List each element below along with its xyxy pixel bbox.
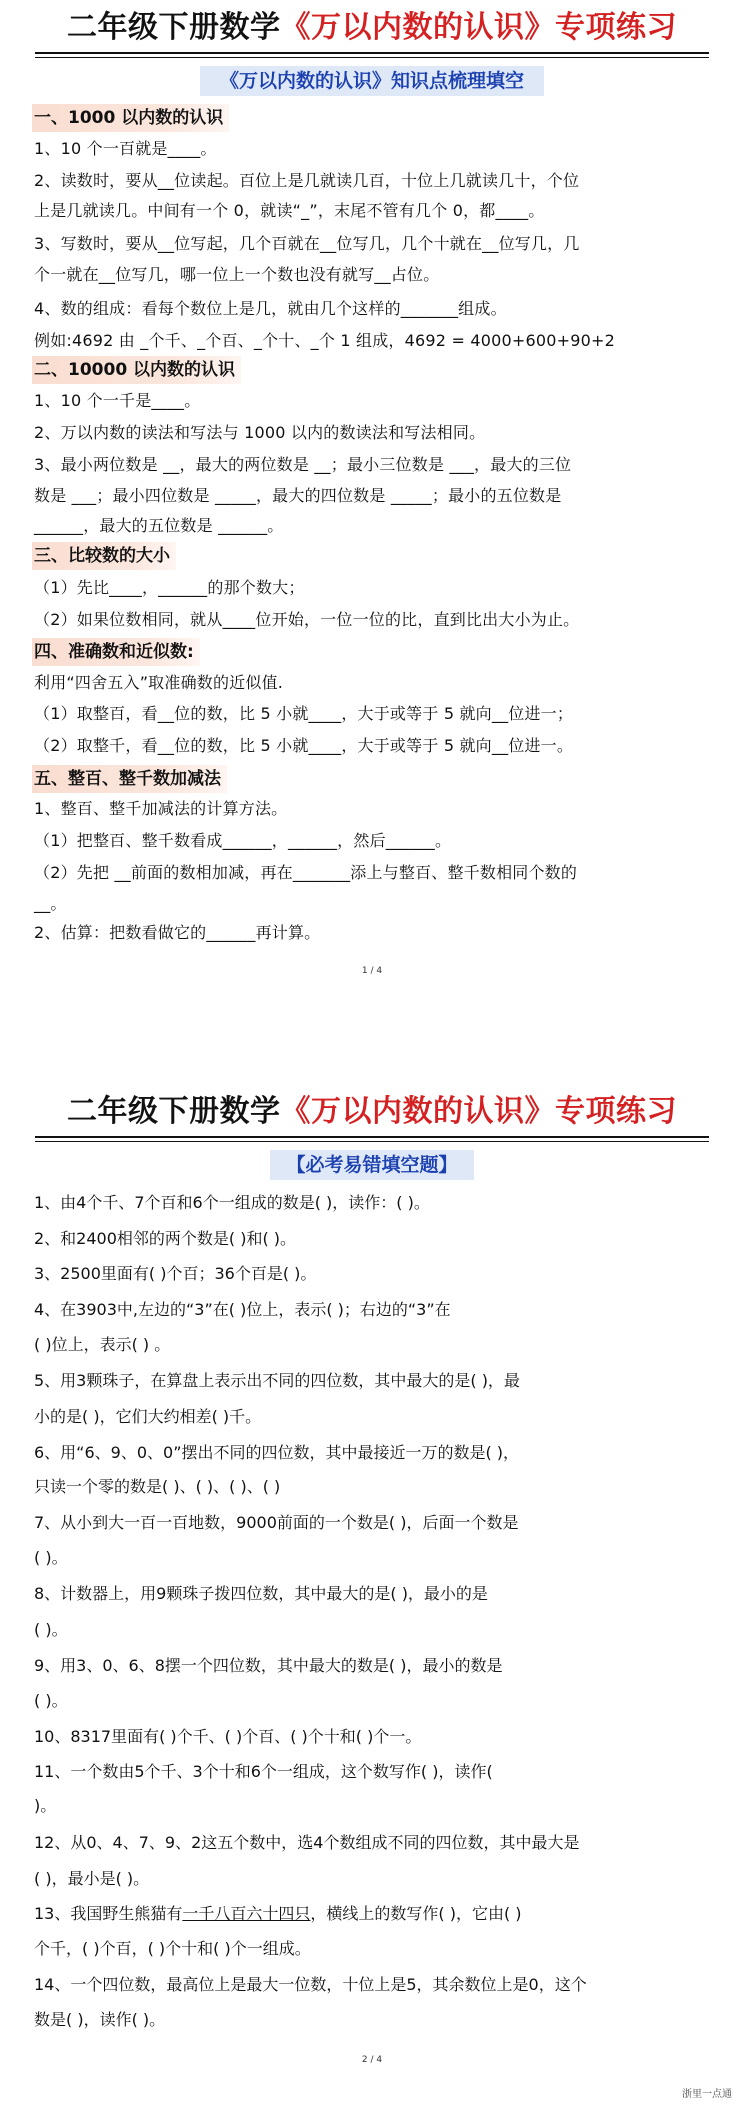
text-line: （1）取整百，看__位的数，比 5 小就____，大于或等于 5 就向__位进一； [34, 704, 574, 723]
page-number: 1 / 4 [361, 966, 383, 976]
question-line: 11、一个数由5个千、3个十和6个一组成，这个数写作( )，读作( [34, 1762, 493, 1781]
question-line: 1、由4个千、7个百和6个一组成的数是( )，读作：( )。 [34, 1193, 430, 1212]
text-line: __。 [34, 894, 67, 913]
section-heading-4: 四、准确数和近似数: [32, 638, 200, 666]
question-line: 14、一个四位数，最高位上是最大一位数，十位上是5，其余数位上是0，这个 [34, 1975, 587, 1994]
text-line: 例如:4692 由 _个千、_个百、_个十、_个 1 组成，4692 = 4000+600+90+2 [34, 331, 615, 350]
question-line: 个千，( )个百，( )个十和( )个一组成。 [34, 1939, 311, 1958]
question-text: ，横线上的数写作( )，它由( ) [310, 1904, 522, 1923]
question-line: 3、2500里面有( )个百；36个百是( )。 [34, 1264, 317, 1283]
text-line: 3、写数时，要从__位写起，几个百就在__位写几，几个十就在__位写几，几 [34, 234, 580, 253]
text-line: 4、数的组成：看每个数位上是几，就由几个这样的_______组成。 [34, 299, 507, 318]
text-line: （2）取整千，看__位的数，比 5 小就____，大于或等于 5 就向__位进一。 [34, 736, 574, 755]
question-line [34, 1903, 724, 1925]
question-text: 13、我国野生熊猫有 [34, 1904, 183, 1923]
question-line: 7、从小到大一百一百地数，9000前面的一个数是( )，后面一个数是 [34, 1513, 519, 1532]
text-line: ______，最大的五位数是 ______。 [34, 516, 284, 535]
text-line: 利用“四舍五入”取准确数的近似值. [34, 673, 284, 692]
text-line: 2、万以内数的读法和写法与 1000 以内的数读法和写法相同。 [34, 423, 486, 442]
section-heading-1: 一、1000 以内数的认识 [32, 104, 229, 132]
question-line: 8、计数器上，用9颗珠子拨四位数，其中最大的是( )，最小的是 [34, 1584, 488, 1603]
question-line: 5、用3颗珠子，在算盘上表示出不同的四位数，其中最大的是( )，最 [34, 1371, 520, 1390]
title-red: 《万以内数的认识》专项练习 [280, 1094, 677, 1129]
underlined-number-text: 一千八百六十四只 [182, 1904, 311, 1923]
text-line: 1、整百、整千加减法的计算方法。 [34, 799, 288, 818]
text-line: （1）先比____，______的那个数大； [34, 578, 305, 597]
question-line: 小的是( )，它们大约相差( )千。 [34, 1407, 262, 1426]
title-underline [35, 1136, 709, 1138]
title-black: 二年级下册数学 [67, 1094, 281, 1129]
question-line: 12、从0、4、7、9、2这五个数中，选4个数组成不同的四位数，其中最大是 [34, 1833, 580, 1852]
question-line: ( )位上，表示( ) 。 [34, 1335, 171, 1354]
text-line: （2）先把 __前面的数相加减，再在_______添上与整百、整千数相同个数的 [34, 863, 578, 882]
question-line: 2、和2400相邻的两个数是( )和( )。 [34, 1229, 297, 1248]
section-heading-2: 二、10000 以内数的认识 [32, 356, 241, 384]
question-line: 4、在3903中,左边的“3”在( )位上，表示( )；右边的“3”在 [34, 1300, 451, 1319]
question-line: ( )。 [34, 1620, 68, 1639]
question-line: 9、用3、0、6、8摆一个四位数，其中最大的数是( )，最小的数是 [34, 1656, 503, 1675]
text-line: 1、10 个一百就是____。 [34, 139, 217, 158]
page-gap [0, 1040, 744, 1080]
text-line: 个一就在__位写几，哪一位上一个数也没有就写__占位。 [34, 265, 440, 284]
text-line: 上是几就读几。中间有一个 0，就读“_”，末尾不管有几个 0，都____。 [34, 201, 545, 220]
text-line: （1）把整百、整千数看成______，______，然后______。 [34, 831, 452, 850]
question-line: ( )。 [34, 1548, 68, 1567]
title-underline-thin [35, 1141, 709, 1142]
worksheet-page-2 [0, 1080, 744, 2104]
subheading: 【必考易错填空题】 [270, 1150, 474, 1180]
title-underline [35, 52, 709, 54]
question-line: )。 [34, 1796, 57, 1815]
question-line: ( )。 [34, 1691, 68, 1710]
text-line: 2、读数时，要从__位读起。百位上是几就读几百，十位上几就读几十，个位 [34, 171, 580, 190]
text-line: 2、估算：把数看做它的______再计算。 [34, 923, 321, 942]
page-number: 2 / 4 [361, 2055, 383, 2065]
text-line: 3、最小两位数是 __，最大的两位数是 __；最小三位数是 ___，最大的三位 [34, 455, 572, 474]
title-underline-thin [35, 57, 709, 58]
section-heading-5: 五、整百、整千数加减法 [32, 765, 227, 793]
question-line: ( )，最小是( )。 [34, 1869, 150, 1888]
question-line: 只读一个零的数是( )、( )、( )、( ) [34, 1477, 281, 1496]
text-line: （2）如果位数相同，就从____位开始，一位一位的比，直到比出大小为止。 [34, 610, 580, 629]
title-red: 《万以内数的认识》专项练习 [280, 10, 677, 45]
text-line: 数是 ___；最小四位数是 _____，最大的四位数是 _____；最小的五位数是 [34, 486, 562, 505]
page-title [0, 8, 744, 48]
title-black: 二年级下册数学 [67, 10, 281, 45]
page-title [0, 1092, 744, 1132]
question-line: 数是( )，读作( )。 [34, 2010, 166, 2029]
worksheet-page-1 [0, 0, 744, 1040]
subheading: 《万以内数的认识》知识点梳理填空 [200, 66, 544, 96]
text-line: 1、10 个一千是____。 [34, 391, 201, 410]
question-line: 6、用“6、9、0、0”摆出不同的四位数，其中最接近一万的数是( )， [34, 1443, 520, 1462]
footer-watermark: 浙里一点通 [682, 2089, 732, 2100]
question-line: 10、8317里面有( )个千、( )个百、( )个十和( )个一。 [34, 1727, 422, 1746]
section-heading-3: 三、比较数的大小 [32, 542, 176, 570]
